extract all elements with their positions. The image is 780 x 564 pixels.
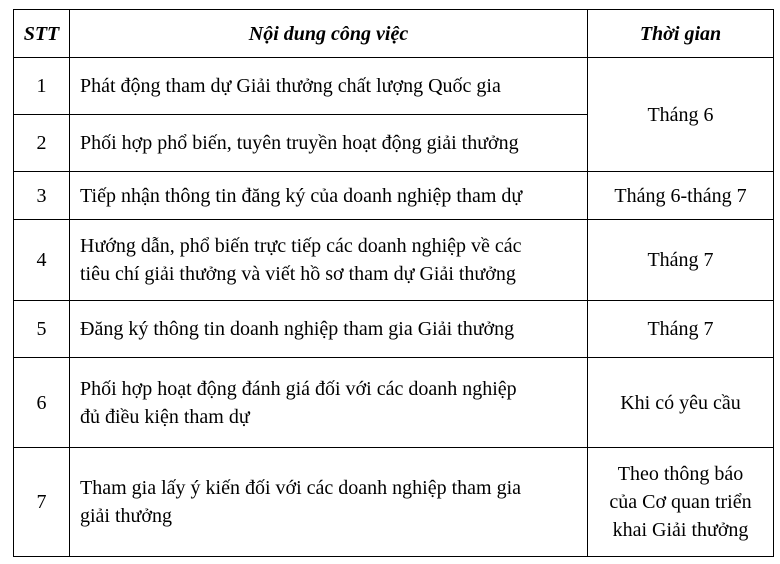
row-number: 1 <box>14 58 70 115</box>
content-line: đủ điều kiện tham dự <box>80 405 250 428</box>
row-content <box>70 58 588 115</box>
content-line: Phối hợp hoạt động đánh giá đối với các doanh nghiệp <box>80 377 517 400</box>
row-number: 4 <box>14 220 70 301</box>
table-row <box>14 220 774 301</box>
header-time: Thời gian <box>588 10 774 58</box>
row-time <box>588 301 774 358</box>
row-number: 6 <box>14 358 70 448</box>
content-line: tiêu chí giải thưởng và viết hồ sơ tham dự Giải thưởng <box>80 263 516 285</box>
row-number: 7 <box>14 448 70 557</box>
header-row <box>14 10 774 58</box>
schedule-table <box>13 9 774 557</box>
content-line: Phát động tham dự Giải thưởng chất lượng Quốc gia <box>80 75 501 97</box>
row-number: 5 <box>14 301 70 358</box>
table-row <box>14 172 774 220</box>
content-line: giải thưởng <box>80 505 172 527</box>
content-line: Tiếp nhận thông tin đăng ký của doanh nghiệp tham dự <box>80 184 523 207</box>
time-line: Tháng 6-tháng 7 <box>614 184 747 207</box>
row-content <box>70 448 588 557</box>
row-content <box>70 115 588 172</box>
time-line: của Cơ quan triển <box>609 491 752 513</box>
row-content <box>70 172 588 220</box>
table-row <box>14 301 774 358</box>
row-time <box>588 220 774 301</box>
row-content <box>70 358 588 448</box>
row-content <box>70 220 588 301</box>
table-row <box>14 358 774 448</box>
content-line: Tham gia lấy ý kiến đối với các doanh nghiệp tham gia <box>80 477 522 499</box>
time-line: Tháng 6 <box>647 103 714 126</box>
row-number: 3 <box>14 172 70 220</box>
header-content: Nội dung công việc <box>70 10 588 58</box>
time-line: Tháng 7 <box>647 318 714 340</box>
time-line: khai Giải thưởng <box>612 519 749 541</box>
row-time <box>588 448 774 557</box>
row-content <box>70 301 588 358</box>
table-row <box>14 58 774 115</box>
content-line: Phối hợp phổ biến, tuyên truyền hoạt động giải thưởng <box>80 132 519 154</box>
time-line: Theo thông báo <box>617 463 744 485</box>
row-time <box>588 172 774 220</box>
time-line: Tháng 7 <box>647 249 714 271</box>
content-line: Đăng ký thông tin doanh nghiệp tham gia Giải thưởng <box>80 318 515 340</box>
content-line: Hướng dẫn, phổ biến trực tiếp các doanh nghiệp về các <box>80 235 522 257</box>
row-number: 2 <box>14 115 70 172</box>
header-stt: STT <box>14 10 70 58</box>
time-line: Khi có yêu cầu <box>620 391 741 414</box>
row-time <box>588 358 774 448</box>
row-time <box>588 58 774 172</box>
table-row <box>14 448 774 557</box>
